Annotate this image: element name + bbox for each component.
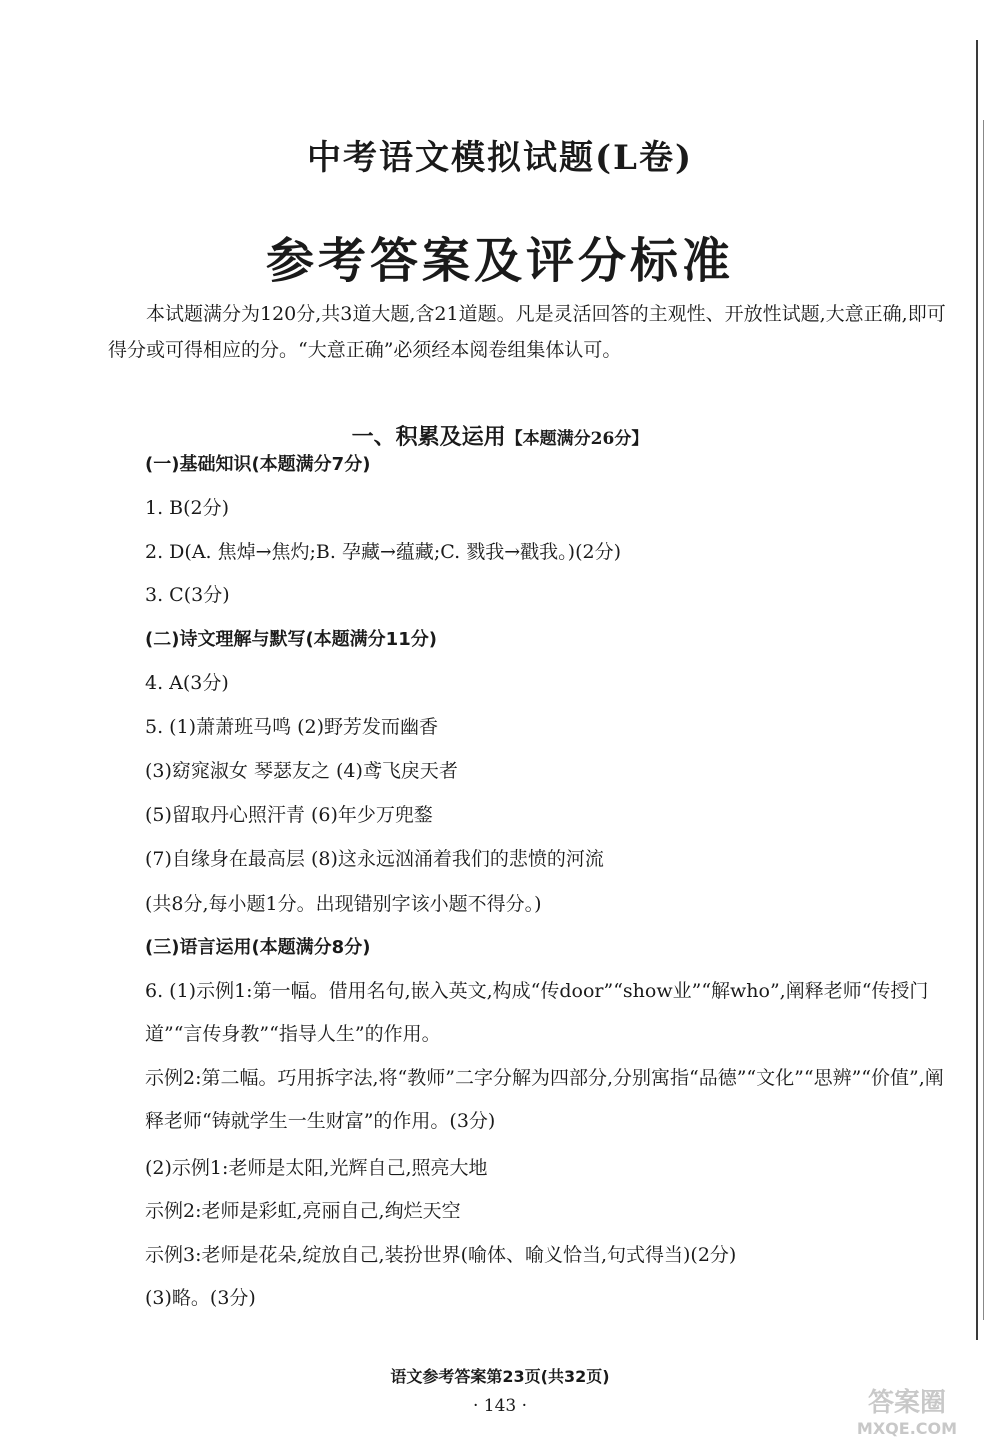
page-edge-line-inner bbox=[983, 120, 984, 1320]
answer-6-part1-example1: 6. (1)示例1:第一幅。借用名句,嵌入英文,构成“传door”“show业”“解who”,阐释老师“传授门道”“言传身教”“指导人生”的作用。 bbox=[145, 980, 929, 1045]
answer-6-part3: (3)略。(3分) bbox=[145, 1287, 256, 1309]
page-number: · 143 · bbox=[472, 1396, 528, 1416]
answer-3: 3. C(3分) bbox=[145, 584, 230, 606]
answer-5-line3: (5)留取丹心照汗青 (6)年少万兜鍪 bbox=[145, 804, 433, 826]
answer-5-line2: (3)窈窕淑女 琴瑟友之 (4)鸢飞戾天者 bbox=[145, 760, 458, 782]
exam-title: 中考语文模拟试题(L卷) bbox=[306, 138, 694, 178]
section-score-note: 【本题满分26分】 bbox=[505, 429, 649, 449]
answer-5-line4: (7)自缘身在最高层 (8)这永远汹涌着我们的悲愤的河流 bbox=[145, 848, 604, 870]
part3-heading: (三)语言运用(本题满分8分) bbox=[145, 937, 371, 958]
intro-paragraph: 本试题满分为120分,共3道大题,含21道题。凡是灵活回答的主观性、开放性试题,大意正确,即可得分或可得相应的分。“大意正确”必须经本阅卷组集体认可。 bbox=[108, 303, 946, 361]
watermark-logo bbox=[832, 1388, 982, 1446]
part1-heading: (一)基础知识(本题满分7分) bbox=[145, 454, 371, 475]
watermark-url: MXQE.COM bbox=[856, 1419, 958, 1438]
answer-5-note: (共8分,每小题1分。出现错别字该小题不得分。) bbox=[145, 893, 542, 915]
answer-6-part2-example1: (2)示例1:老师是太阳,光辉自己,照亮大地 bbox=[145, 1157, 488, 1179]
section-title: 一、积累及运用 bbox=[351, 424, 506, 450]
watermark-text: 答案圈 bbox=[867, 1388, 946, 1418]
answer-6-part2-example3: 示例3:老师是花朵,绽放自己,装扮世界(喻体、喻义恰当,句式得当)(2分) bbox=[145, 1244, 737, 1266]
answer-title: 参考答案及评分标准 bbox=[265, 233, 734, 289]
part2-heading: (二)诗文理解与默写(本题满分11分) bbox=[145, 629, 437, 650]
page-footer: 语文参考答案第23页(共32页) bbox=[390, 1367, 610, 1386]
answer-6-part1-example2: 示例2:第二幅。巧用拆字法,将“教师”二字分解为四部分,分别寓指“品德”“文化”“思辨”“价值”,阐释老师“铸就学生一生财富”的作用。(3分) bbox=[145, 1067, 944, 1132]
answer-4: 4. A(3分) bbox=[145, 672, 229, 694]
answer-1: 1. B(2分) bbox=[145, 497, 230, 519]
answer-2: 2. D(A. 焦焯→焦灼;B. 孕藏→蕴藏;C. 戮我→戳我。)(2分) bbox=[145, 541, 621, 563]
answer-5-line1: 5. (1)萧萧班马鸣 (2)野芳发而幽香 bbox=[145, 716, 439, 738]
section-heading bbox=[0, 420, 1000, 451]
answer-6-part2-example2: 示例2:老师是彩虹,亮丽自己,绚烂天空 bbox=[145, 1200, 461, 1222]
